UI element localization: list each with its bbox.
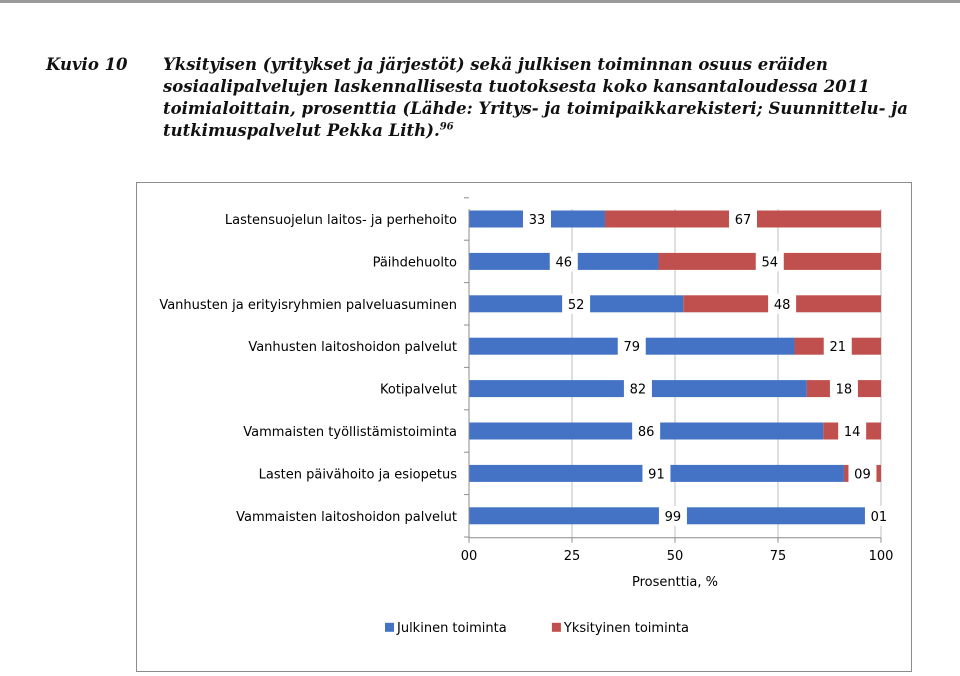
data-label: 09 — [854, 467, 871, 483]
data-label: 82 — [629, 382, 647, 398]
legend-swatch — [385, 623, 394, 632]
top-rule — [0, 0, 960, 3]
data-label: 54 — [761, 255, 779, 271]
figure-caption-text — [163, 54, 925, 142]
data-label: 14 — [843, 425, 861, 440]
data-label: 52 — [567, 297, 585, 313]
figure-label: Kuvio 10 — [46, 55, 128, 74]
data-label: 33 — [528, 213, 546, 228]
category-label: Kotipalvelut — [379, 382, 457, 398]
category-label: Lasten päivähoito ja esiopetus — [258, 467, 457, 483]
footnote-ref: 96 — [439, 121, 454, 133]
data-label: 91 — [648, 467, 665, 483]
legend-label: Julkinen toiminta — [397, 620, 507, 636]
data-label: 21 — [829, 340, 847, 356]
chart-frame — [136, 182, 912, 672]
x-tick-label: 00 — [460, 548, 478, 564]
legend-label: Yksityinen toiminta — [563, 620, 690, 636]
category-label: Vanhusten laitoshoidon palvelut — [248, 340, 457, 356]
caption-body: Yksityisen (yritykset ja järjestöt) sekä julkisen toiminnan osuus eräiden sosiaalipalvelujen laskennallisesta tuotoksesta koko kansantaloudessa 2011 toimialoittain, prosenttia (Lähde: Yritys- ja toimipaikkarekisteri; Suunnittelu- ja tutkimuspalvelut Pekka Lith). — [163, 55, 908, 140]
category-label: Vammaisten työllistämistoiminta — [243, 425, 457, 440]
category-label: Vanhusten ja erityisryhmien palveluasuminen — [159, 297, 457, 313]
legend-swatch — [552, 623, 561, 632]
x-tick-label: 25 — [563, 548, 581, 564]
data-label: 01 — [870, 509, 888, 525]
x-tick-label: 75 — [769, 548, 787, 564]
data-label: 79 — [623, 340, 641, 356]
data-label: 48 — [773, 297, 791, 313]
x-axis-title: Prosenttia, % — [631, 574, 719, 590]
category-label: Lastensuojelun laitos- ja perhehoito — [224, 213, 457, 228]
stacked-bar-chart — [137, 183, 911, 671]
data-label: 18 — [835, 382, 853, 398]
data-label: 86 — [637, 425, 655, 440]
x-tick-label: 50 — [666, 548, 684, 564]
data-label: 99 — [664, 509, 682, 525]
category-label: Vammaisten laitoshoidon palvelut — [236, 509, 457, 525]
x-tick-label: 100 — [868, 548, 894, 564]
category-label: Päihdehuolto — [372, 255, 457, 271]
data-label: 46 — [555, 255, 573, 271]
data-label: 67 — [734, 213, 752, 228]
